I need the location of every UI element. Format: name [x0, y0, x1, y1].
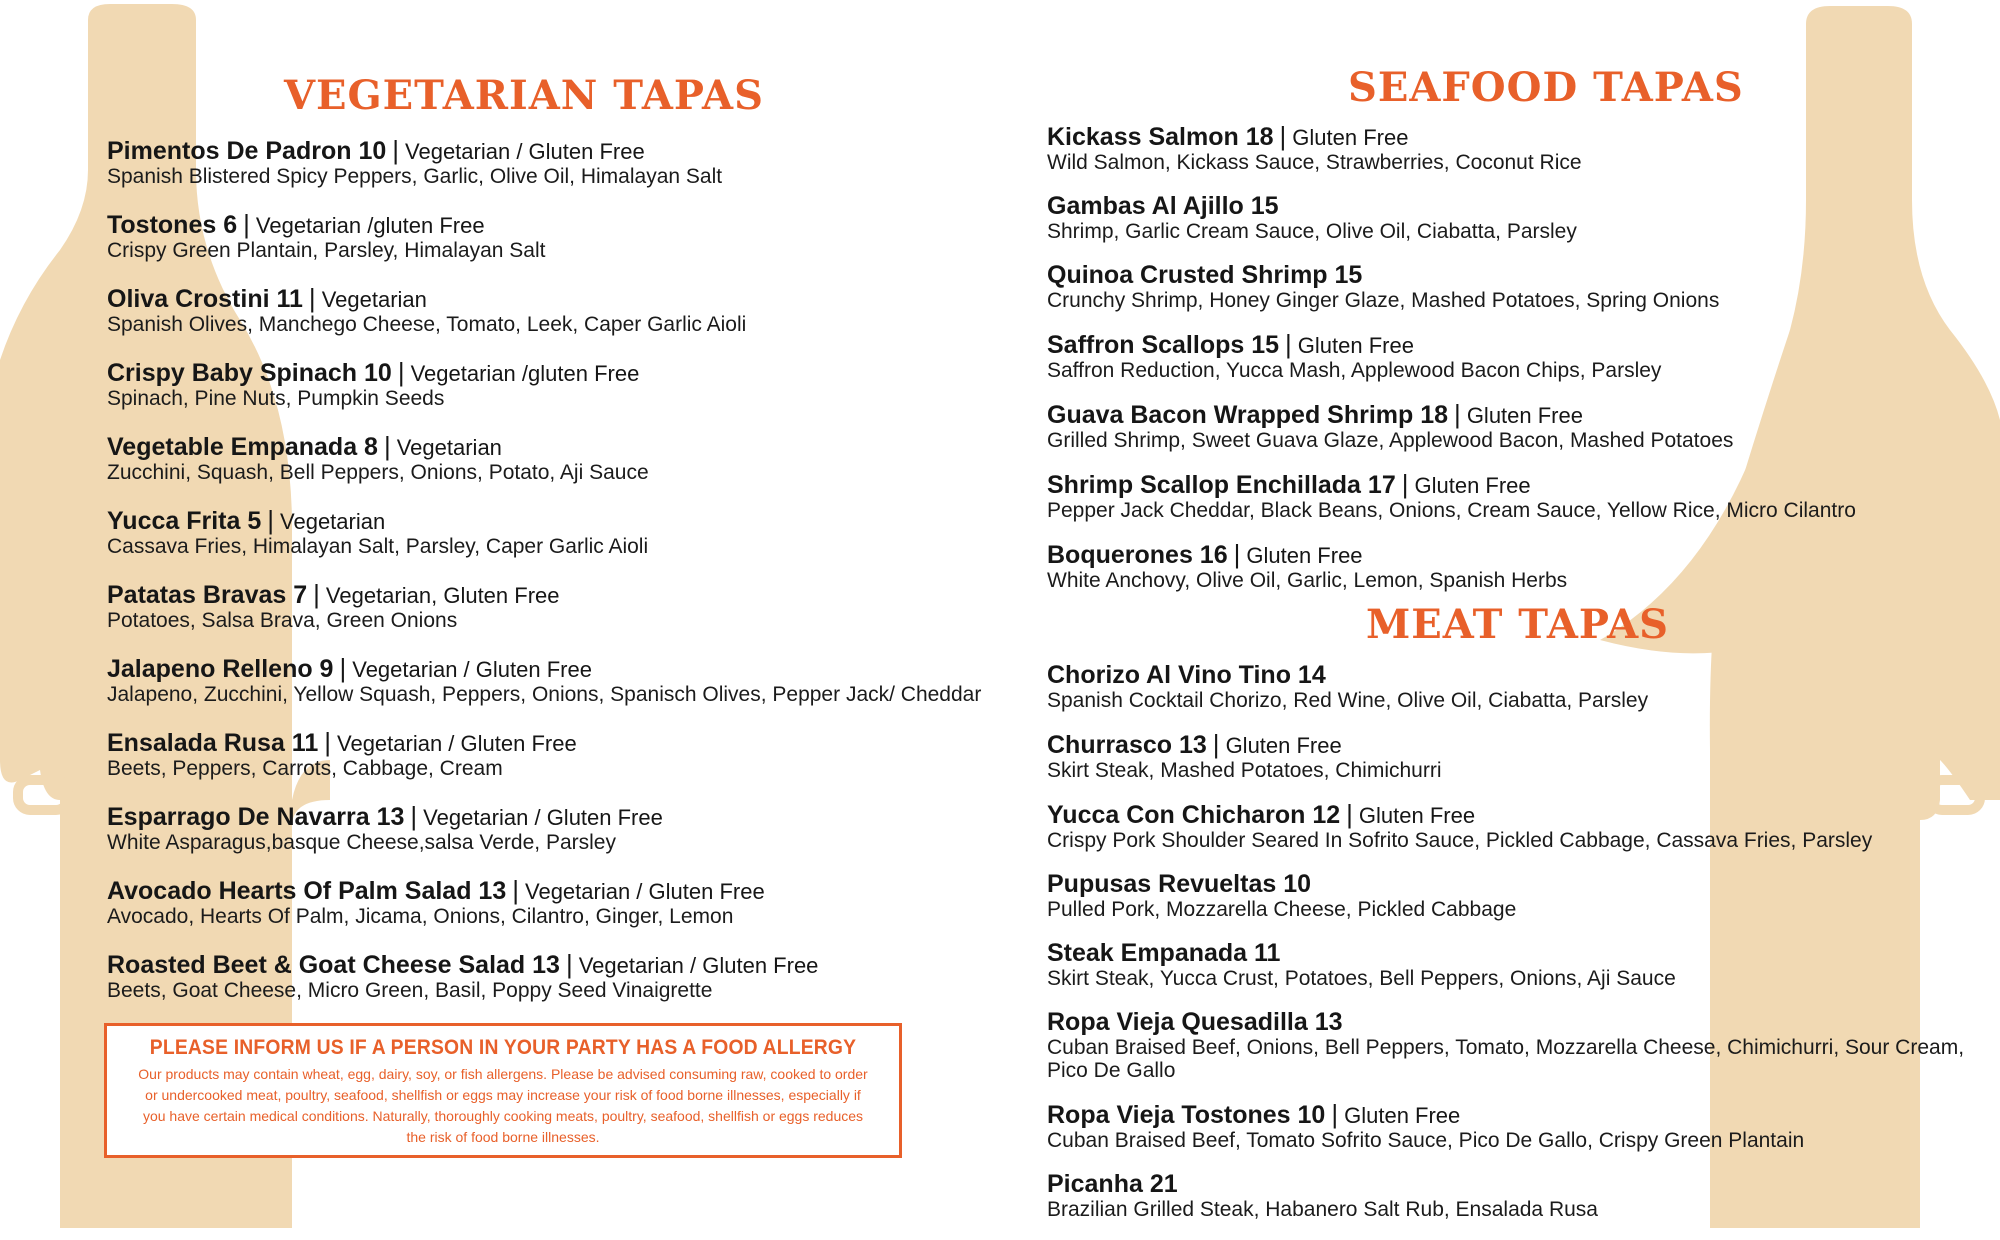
separator: | — [267, 505, 275, 535]
meat-title: MEAT TAPAS — [1366, 601, 1670, 648]
menu-item-name: Patatas Bravas 7 — [107, 581, 308, 609]
vegetarian-item-list — [107, 137, 1007, 1025]
menu-item-header — [1047, 401, 1967, 429]
menu-item — [107, 803, 1007, 854]
menu-item — [107, 581, 1007, 632]
menu-item-header — [107, 581, 1007, 609]
menu-item-tags: Gluten Free — [1358, 803, 1476, 828]
menu-item — [107, 359, 1007, 410]
menu-item — [107, 137, 1007, 188]
menu-item-header — [107, 803, 1007, 831]
menu-item-header — [1047, 471, 1967, 499]
menu-item-tags: Vegetarian / Gluten Free — [337, 731, 577, 756]
menu-item-tags: Vegetarian / Gluten Free — [352, 657, 592, 682]
separator: | — [1331, 1099, 1339, 1129]
menu-item-name: Kickass Salmon 18 — [1047, 123, 1274, 151]
separator: | — [324, 727, 331, 757]
menu-item-name: Pupusas Revueltas 10 — [1047, 870, 1312, 898]
menu-item-description: Crunchy Shrimp, Honey Ginger Glaze, Mashed Potatoes, Spring Onions — [1047, 289, 1720, 312]
separator: | — [565, 949, 573, 979]
menu-item — [1047, 331, 1967, 382]
menu-item-header — [107, 285, 1007, 313]
menu-item-tags: Gluten Free — [1414, 473, 1531, 498]
menu-item-name: Boquerones 16 — [1047, 541, 1228, 569]
menu-item-name: Roasted Beet & Goat Cheese Salad 13 — [107, 951, 560, 979]
vegetarian-title: VEGETARIAN TAPAS — [284, 72, 764, 119]
menu-item-name: Tostones 6 — [107, 211, 238, 239]
separator: | — [313, 579, 320, 609]
menu-item-tags: Vegetarian / Gluten Free — [578, 953, 819, 978]
menu-item — [1047, 193, 1967, 243]
menu-item-name: Jalapeno Relleno 9 — [107, 655, 334, 683]
menu-item-description: Cuban Braised Beef, Tomato Sofrito Sauce, Pico De Gallo, Crispy Green Plantain — [1047, 1129, 1805, 1152]
seafood-item-list — [1047, 123, 1967, 611]
menu-item-header — [1047, 662, 1967, 689]
meat-item-list — [1047, 662, 1967, 1240]
menu-item-tags: Vegetarian, Gluten Free — [325, 583, 560, 608]
menu-item — [1047, 401, 1967, 452]
menu-item — [1047, 471, 1967, 522]
menu-item-description: Spanish Blistered Spicy Peppers, Garlic, Olive Oil, Himalayan Salt — [107, 165, 723, 188]
menu-item-name: Ropa Vieja Tostones 10 — [1047, 1101, 1326, 1129]
menu-item-tags: Vegetarian / Gluten Free — [405, 139, 645, 164]
menu-item-tags: Vegetarian — [321, 287, 427, 312]
menu-item-header — [1047, 541, 1967, 569]
separator: | — [1401, 469, 1409, 499]
menu-item — [1047, 1009, 1967, 1082]
menu-item-description: Saffron Reduction, Yucca Mash, Applewood Bacon Chips, Parsley — [1047, 359, 1662, 382]
menu-item-description: Pulled Pork, Mozzarella Cheese, Pickled Cabbage — [1047, 898, 1517, 921]
separator: | — [243, 209, 250, 239]
menu-item-header — [1047, 801, 1967, 829]
menu-item — [107, 655, 1007, 706]
menu-item-tags: Vegetarian /gluten Free — [255, 213, 485, 238]
menu-item-description: Crispy Pork Shoulder Seared In Sofrito Sauce, Pickled Cabbage, Cassava Fries, Parsley — [1047, 829, 1873, 852]
menu-item-header — [107, 433, 1007, 461]
menu-item-header — [107, 877, 1007, 905]
menu-item-description: Crispy Green Plantain, Parsley, Himalayan Salt — [107, 239, 546, 262]
menu-item-tags: Gluten Free — [1344, 1103, 1461, 1128]
menu-item — [107, 507, 1007, 558]
menu-item-header — [1047, 123, 1967, 151]
menu-item-header — [107, 507, 1007, 535]
menu-item-header — [1047, 1171, 1967, 1198]
menu-item-tags: Vegetarian — [280, 509, 386, 534]
menu-item-header — [1047, 1009, 1967, 1036]
menu-item-header — [1047, 871, 1967, 898]
menu-item — [1047, 123, 1967, 174]
menu-item-name: Quinoa Crusted Shrimp 15 — [1047, 261, 1363, 289]
menu-item — [1047, 801, 1967, 852]
menu-item-header — [1047, 331, 1967, 359]
menu-item-header — [107, 359, 1007, 387]
menu-item-tags: Gluten Free — [1292, 125, 1409, 150]
separator: | — [410, 801, 418, 831]
menu-item-description: Zucchini, Squash, Bell Peppers, Onions, Potato, Aji Sauce — [107, 461, 649, 484]
menu-item — [107, 729, 1007, 780]
menu-item-description: Cassava Fries, Himalayan Salt, Parsley, Caper Garlic Aioli — [107, 535, 649, 558]
menu-item-tags: Gluten Free — [1297, 333, 1414, 358]
separator: | — [1285, 329, 1292, 359]
menu-item-name: Shrimp Scallop Enchillada 17 — [1047, 471, 1396, 499]
separator: | — [1346, 799, 1353, 829]
menu-item-name: Guava Bacon Wrapped Shrimp 18 — [1047, 401, 1449, 429]
menu-item-header — [107, 137, 1007, 165]
separator: | — [339, 653, 347, 683]
menu-item-description: Spanish Olives, Manchego Cheese, Tomato, Leek, Caper Garlic Aioli — [107, 313, 747, 336]
separator: | — [308, 283, 316, 313]
menu-item-description: Spanish Cocktail Chorizo, Red Wine, Olive Oil, Ciabatta, Parsley — [1047, 689, 1649, 712]
allergy-notice — [104, 1023, 902, 1158]
menu-item-header — [107, 655, 1007, 683]
menu-item — [1047, 1171, 1967, 1221]
menu-item-description: Beets, Peppers, Carrots, Cabbage, Cream — [107, 757, 503, 780]
menu-item-name: Pimentos De Padron 10 — [107, 137, 387, 165]
menu-item-tags: Gluten Free — [1225, 733, 1342, 758]
menu-item-description: Pepper Jack Cheddar, Black Beans, Onions, Cream Sauce, Yellow Rice, Micro Cilantro — [1047, 499, 1856, 522]
menu-item-header — [1047, 193, 1967, 220]
allergy-title: PLEASE INFORM US IF A PERSON IN YOUR PARTY HAS A FOOD ALLERGY — [149, 1036, 857, 1059]
menu-item-tags: Vegetarian / Gluten Free — [525, 879, 765, 904]
separator: | — [1454, 399, 1461, 429]
menu-item-name: Chorizo Al Vino Tino 14 — [1047, 661, 1326, 689]
menu-item-tags: Gluten Free — [1466, 403, 1583, 428]
menu-item-name: Oliva Crostini 11 — [107, 285, 303, 313]
menu-item — [1047, 662, 1967, 712]
separator: | — [1279, 121, 1287, 151]
menu-item-description: White Anchovy, Olive Oil, Garlic, Lemon, Spanish Herbs — [1047, 569, 1568, 592]
menu-item — [1047, 871, 1967, 921]
menu-item-tags: Vegetarian — [396, 435, 502, 460]
menu-item-header — [1047, 731, 1967, 759]
menu-item-name: Yucca Frita 5 — [107, 507, 262, 535]
menu-item-name: Avocado Hearts Of Palm Salad 13 — [107, 877, 507, 905]
menu-item-description: Spinach, Pine Nuts, Pumpkin Seeds — [107, 387, 445, 410]
menu-item-description: Potatoes, Salsa Brava, Green Onions — [107, 609, 458, 632]
menu-item — [1047, 1101, 1967, 1152]
menu-item-name: Churrasco 13 — [1047, 731, 1207, 759]
allergy-body: Our products may contain wheat, egg, dairy, soy, or fish allergens. Please be advised consuming raw, cooked to order or undercooked meat, poultry, seafood, shellfish or eggs may increase your risk of food borne illnesses, especially if you have certain medical conditions. Naturally, thoroughly cooking meats, poultry, seafood, shellfish or eggs reduces the risk of food borne illnesses. — [138, 1066, 868, 1145]
menu-item-name: Gambas Al Ajillo 15 — [1047, 192, 1279, 220]
menu-item — [107, 211, 1007, 262]
menu-item-name: Picanha 21 — [1047, 1170, 1178, 1198]
menu-item-header — [107, 211, 1007, 239]
menu-item-header — [1047, 262, 1967, 289]
menu-item — [1047, 262, 1967, 312]
menu-item — [1047, 541, 1967, 592]
menu-item-description: Shrimp, Garlic Cream Sauce, Olive Oil, Ciabatta, Parsley — [1047, 220, 1577, 243]
menu-item — [107, 951, 1007, 1002]
menu-item-description: Wild Salmon, Kickass Sauce, Strawberries, Coconut Rice — [1047, 151, 1582, 174]
menu-item-header — [107, 951, 1007, 979]
menu-item-description: White Asparagus,basque Cheese,salsa Verde, Parsley — [107, 831, 616, 854]
separator: | — [512, 875, 519, 905]
separator: | — [383, 431, 391, 461]
menu-item-description: Beets, Goat Cheese, Micro Green, Basil, Poppy Seed Vinaigrette — [107, 979, 713, 1002]
menu-item-header — [1047, 1101, 1967, 1129]
menu-item-description: Grilled Shrimp, Sweet Guava Glaze, Applewood Bacon, Mashed Potatoes — [1047, 429, 1734, 452]
menu-item-header — [107, 729, 1007, 757]
menu-item-description: Avocado, Hearts Of Palm, Jicama, Onions, Cilantro, Ginger, Lemon — [107, 905, 734, 928]
menu-item — [107, 877, 1007, 928]
separator: | — [392, 135, 400, 165]
menu-item-description: Skirt Steak, Yucca Crust, Potatoes, Bell Peppers, Onions, Aji Sauce — [1047, 967, 1676, 990]
separator: | — [1212, 729, 1220, 759]
menu-item-description: Skirt Steak, Mashed Potatoes, Chimichurri — [1047, 759, 1442, 782]
menu-item-name: Yucca Con Chicharon 12 — [1047, 801, 1341, 829]
menu-item-description: Brazilian Grilled Steak, Habanero Salt Rub, Ensalada Rusa — [1047, 1198, 1598, 1221]
menu-item-header — [1047, 940, 1967, 967]
menu-item-name: Ropa Vieja Quesadilla 13 — [1047, 1008, 1343, 1036]
separator: | — [1233, 539, 1241, 569]
menu-item-name: Steak Empanada 11 — [1047, 939, 1281, 967]
menu-item-tags: Gluten Free — [1246, 543, 1363, 568]
seafood-title: SEAFOOD TAPAS — [1348, 64, 1744, 111]
menu-item-name: Ensalada Rusa 11 — [107, 729, 319, 757]
menu-item-name: Crispy Baby Spinach 10 — [107, 359, 392, 387]
menu-item — [1047, 940, 1967, 990]
menu-item-name: Vegetable Empanada 8 — [107, 433, 378, 461]
menu-item-tags: Vegetarian /gluten Free — [410, 361, 640, 386]
menu-item-tags: Vegetarian / Gluten Free — [423, 805, 663, 830]
menu-item-name: Esparrago De Navarra 13 — [107, 803, 405, 831]
menu-item — [1047, 731, 1967, 782]
menu-item-description: Cuban Braised Beef, Onions, Bell Peppers, Tomato, Mozzarella Cheese, Chimichurri, Sour Cream, Pico De Gallo — [1047, 1036, 1965, 1082]
separator: | — [397, 357, 405, 387]
menu-item-name: Saffron Scallops 15 — [1047, 331, 1280, 359]
menu-item-description: Jalapeno, Zucchini, Yellow Squash, Peppers, Onions, Spanisch Olives, Pepper Jack/ Cheddar — [107, 683, 982, 706]
menu-item — [107, 433, 1007, 484]
menu-item — [107, 285, 1007, 336]
